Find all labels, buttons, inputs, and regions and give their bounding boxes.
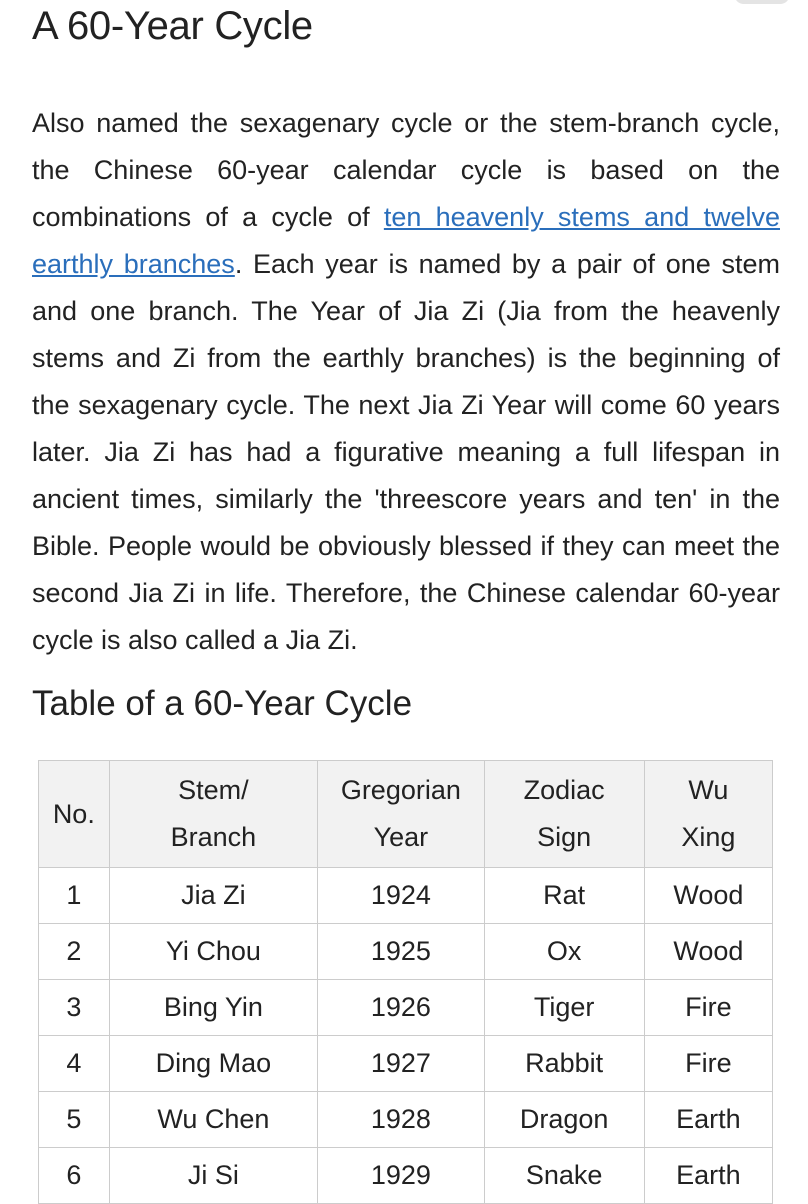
cell-stem-branch: Jia Zi: [109, 868, 317, 924]
cell-no: 3: [39, 980, 110, 1036]
table-row: [39, 1036, 773, 1092]
table-heading: Table of a 60-Year Cycle: [32, 684, 413, 723]
table-row: [39, 1148, 773, 1204]
cell-no: 4: [39, 1036, 110, 1092]
cell-stem-branch: Ji Si: [109, 1148, 317, 1204]
header-gregorian-year: [318, 761, 484, 868]
header-wuxing-line1: Wu: [688, 775, 729, 805]
cell-zodiac-sign: Dragon: [484, 1092, 644, 1148]
header-gregorian-line2: Year: [373, 822, 429, 852]
header-wu-xing: [644, 761, 772, 868]
cell-stem-branch: Ding Mao: [109, 1036, 317, 1092]
cell-gregorian-year: 1928: [318, 1092, 484, 1148]
intro-paragraph: [32, 100, 780, 664]
stems-branches-link[interactable]: ten heavenly stems and twelve earthly branches: [32, 202, 780, 279]
cell-wu-xing: Wood: [644, 868, 772, 924]
cell-wu-xing: Earth: [644, 1148, 772, 1204]
table-row: [39, 980, 773, 1036]
header-stem-branch-line2: Branch: [170, 822, 257, 852]
cell-gregorian-year: 1929: [318, 1148, 484, 1204]
cell-gregorian-year: 1925: [318, 924, 484, 980]
intro-text-after-link: . Each year is named by a pair of one stem and one branch. The Year of Jia Zi (Jia from the heavenly stems and Zi from the earthly branches) is the beginning of the sexagenary cycle. The next Jia Zi Year will come 60 years later. Jia Zi has had a figurative meaning a full lifespan in ancient times, similarly the 'threescore years and ten' in the Bible. People would be obviously blessed if they can meet the second Jia Zi in life. Therefore, the Chinese calendar 60-year cycle is also called a Jia Zi.: [32, 249, 780, 655]
cell-no: 6: [39, 1148, 110, 1204]
section-heading: A 60-Year Cycle: [32, 4, 313, 48]
header-no: No.: [39, 761, 110, 868]
cell-zodiac-sign: Tiger: [484, 980, 644, 1036]
intro-text-before-link: Also named the sexagenary cycle or the stem-branch cycle, the Chinese 60-year calendar cycle is based on the combinations of a cycle of: [32, 108, 780, 232]
cell-wu-xing: Fire: [644, 1036, 772, 1092]
top-corner-tab: [734, 0, 790, 4]
header-stem-branch: [109, 761, 317, 868]
header-stem-branch-line1: Stem/: [178, 775, 249, 805]
cell-stem-branch: Yi Chou: [109, 924, 317, 980]
cell-zodiac-sign: Ox: [484, 924, 644, 980]
cell-gregorian-year: 1927: [318, 1036, 484, 1092]
cell-stem-branch: Wu Chen: [109, 1092, 317, 1148]
header-zodiac-line1: Zodiac: [523, 775, 605, 805]
table-header-row: [39, 761, 773, 868]
cell-zodiac-sign: Snake: [484, 1148, 644, 1204]
cell-wu-xing: Wood: [644, 924, 772, 980]
cell-zodiac-sign: Rabbit: [484, 1036, 644, 1092]
cell-no: 5: [39, 1092, 110, 1148]
cell-stem-branch: Bing Yin: [109, 980, 317, 1036]
header-zodiac-line2: Sign: [537, 822, 592, 852]
header-wuxing-line2: Xing: [681, 822, 736, 852]
cell-gregorian-year: 1924: [318, 868, 484, 924]
cell-no: 1: [39, 868, 110, 924]
table-row: [39, 924, 773, 980]
cell-wu-xing: Fire: [644, 980, 772, 1036]
table-row: [39, 1092, 773, 1148]
cell-wu-xing: Earth: [644, 1092, 772, 1148]
header-zodiac-sign: [484, 761, 644, 868]
header-gregorian-line1: Gregorian: [340, 775, 461, 805]
cell-no: 2: [39, 924, 110, 980]
cell-gregorian-year: 1926: [318, 980, 484, 1036]
table-row: [39, 868, 773, 924]
cell-zodiac-sign: Rat: [484, 868, 644, 924]
sexagenary-cycle-table: [38, 760, 773, 1204]
